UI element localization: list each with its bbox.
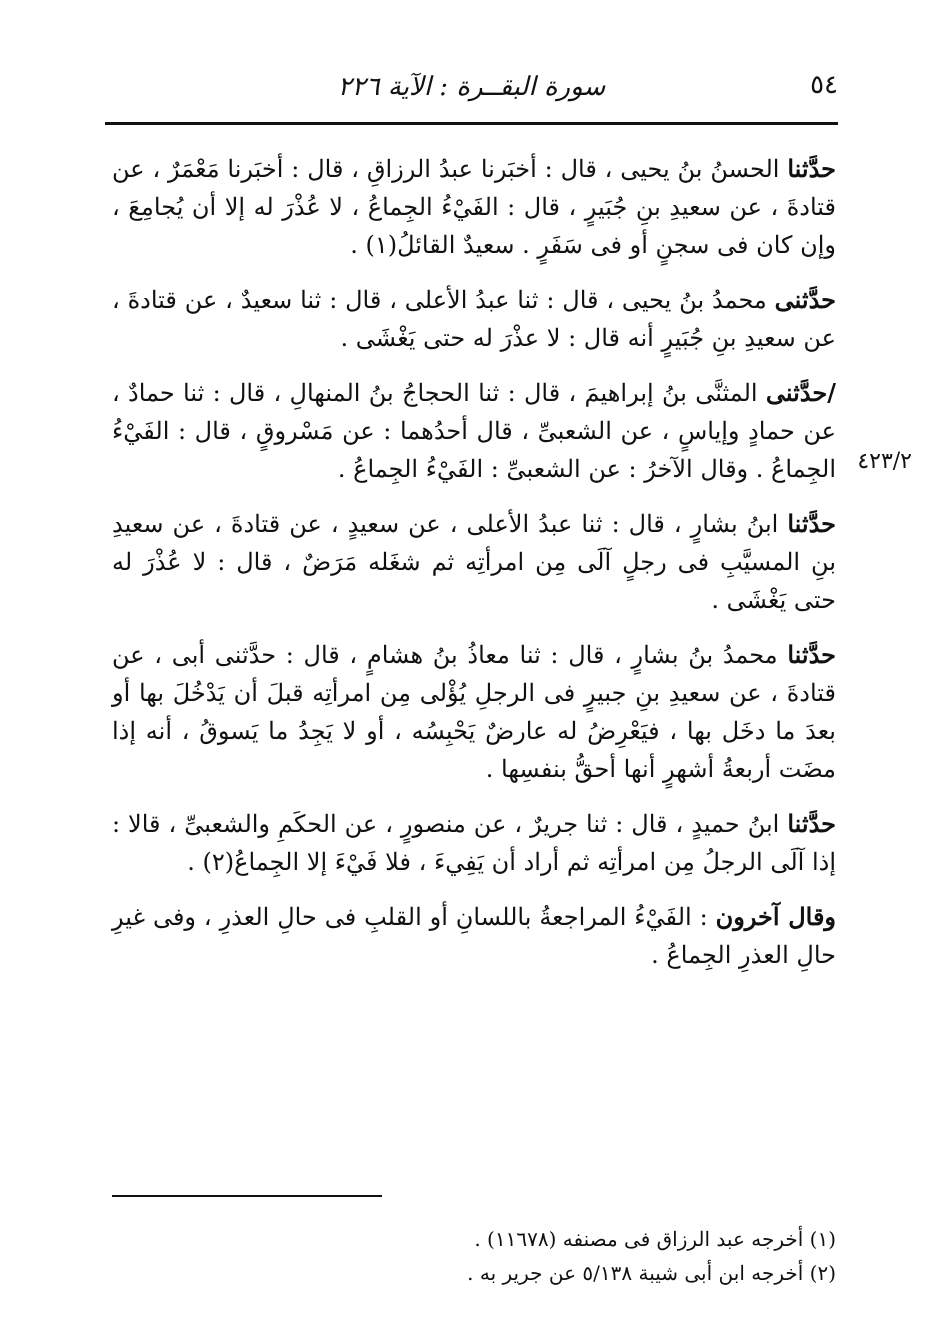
paragraph-text: محمدُ بنُ يحيى ، قال : ثنا عبدُ الأعلى ، قال : ثنا سعيدٌ ، عن قتادةَ ، عن سعيدِ بنِ جُبَيرٍ أنه قال : لا عذْرَ له حتى يَغْشَى . (112, 286, 836, 352)
paragraph-opener: وقال آخرون (715, 902, 837, 931)
paragraph-opener: حدَّثنا (787, 509, 836, 538)
paragraph-text: ابنُ حميدٍ ، قال : ثنا جريرٌ ، عن منصورٍ ، عن الحكَمِ والشعبىِّ ، قالا : إذا آلَى الرجلُ مِن امرأتِه ثم أراد أن يَفِيءَ ، فلا فَيْءَ إلا الجِماعُ(٢) . (112, 810, 836, 876)
marginal-reference: ٤٢٣/٢ (857, 449, 912, 474)
paragraph-7 (112, 898, 836, 974)
page-header (105, 70, 838, 110)
paragraph-text: الحسنُ بنُ يحيى ، قال : أخبَرنا عبدُ الرزاقِ ، قال : أخبَرنا مَعْمَرٌ ، عن قتادةَ ، عن سعيدِ بنِ جُبَيرٍ ، قال : الفَيْءُ الجِماعُ ، لا عُذْرَ له إلا أن يُجامِعَ ، وإن كان فى سجنٍ أو فى سَفَرٍ . سعيدٌ القائلُ(١) . (112, 155, 836, 259)
paragraph-opener: حدَّثنا (787, 154, 836, 183)
page-number: ٥٤ (810, 70, 838, 100)
paragraph-1 (112, 150, 836, 264)
paragraph-5 (112, 636, 836, 788)
footnote-2: (٢) أخرجه ابن أبى شيبة ٥/١٣٨ عن جرير به . (467, 1261, 836, 1285)
paragraph-text: محمدُ بنُ بشارٍ ، قال : ثنا معاذُ بنُ هشامٍ ، قال : حدَّثنى أبى ، عن قتادةَ ، عن سعيدِ بنِ جبيرٍ فى الرجلِ يُؤْلى مِن امرأتِه قبلَ أن يَدْخُلَ بها أو بعدَ ما دخَل بها ، فيَعْرِضُ له عارضٌ يَحْبِسُه ، أو لا يَجِدُ ما يَسوقُ ، أنه إذا مضَت أربعةُ أشهرٍ أنها أحقُّ بنفسِها . (112, 641, 837, 783)
footnote-1: (١) أخرجه عبد الرزاق فى مصنفه (١١٦٧٨) . (474, 1227, 836, 1251)
paragraph-2 (112, 281, 836, 357)
main-text (112, 150, 836, 991)
footnote-divider (112, 1195, 382, 1197)
paragraph-text: : الفَيْءُ المراجعةُ باللسانِ أو القلبِ فى حالِ العذرِ ، وفى غيرِ حالِ العذرِ الجِماعُ . (112, 903, 836, 969)
paragraph-4 (112, 505, 836, 619)
paragraph-3 (112, 374, 836, 488)
footnotes (112, 1222, 836, 1290)
paragraph-opener: حدَّثنا (787, 640, 836, 669)
paragraph-text: المثنَّى بنُ إبراهيمَ ، قال : ثنا الحجاجُ بنُ المنهالِ ، قال : ثنا حمادٌ ، عن حمادٍ وإياسٍ ، عن الشعبىِّ ، قال أحدُهما : عن مَسْروقٍ ، قال : الفَيْءُ الجِماعُ . وقال الآخرُ : عن الشعبىِّ : الفَيْءُ الجِماعُ . (112, 379, 836, 483)
paragraph-opener: /حدَّثنى (765, 378, 836, 407)
paragraph-opener: حدَّثنى (774, 285, 836, 314)
header-divider (105, 122, 838, 125)
paragraph-text: ابنُ بشارٍ ، قال : ثنا عبدُ الأعلى ، عن سعيدٍ ، عن قتادةَ ، عن سعيدِ بنِ المسيَّبِ فى رجلٍ آلَى مِن امرأتِه ثم شغَله مَرَضٌ ، قال : لا عُذْرَ له حتى يَغْشَى . (112, 510, 836, 614)
running-title: سورة البقــرة : الآية ٢٢٦ (337, 72, 606, 102)
paragraph-opener: حدَّثنا (787, 809, 836, 838)
paragraph-6 (112, 805, 836, 881)
